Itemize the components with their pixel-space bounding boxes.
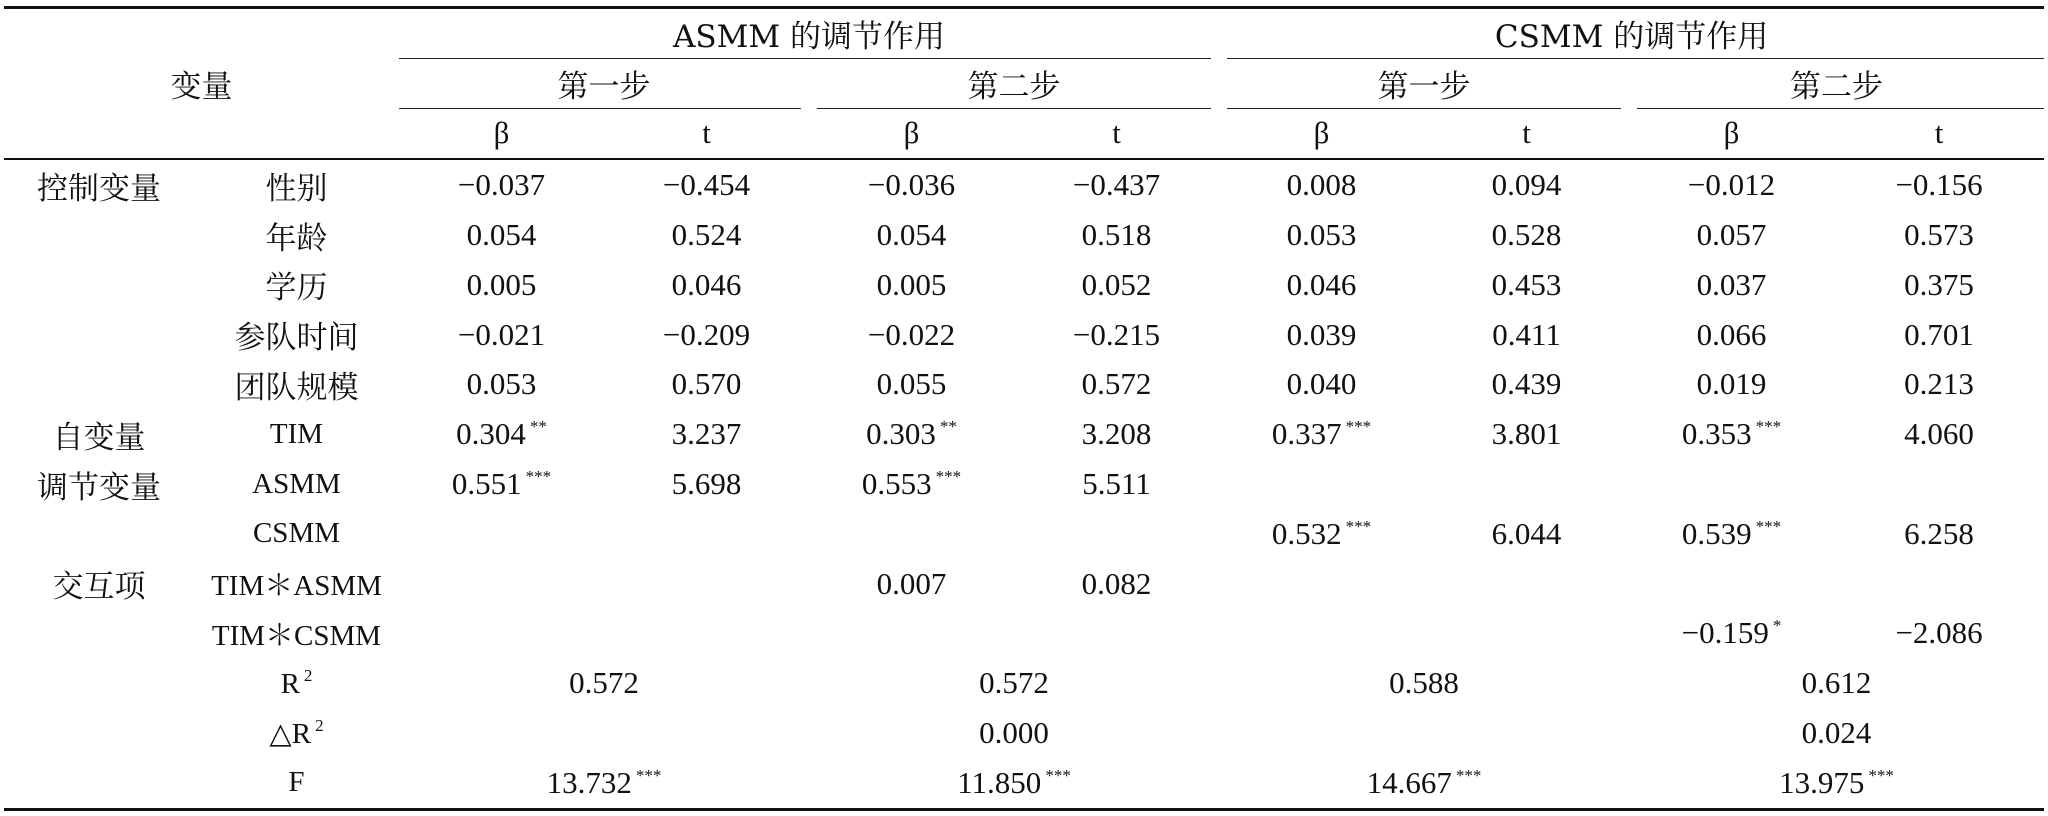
csmm-step2-t: 0.701 (1904, 316, 1974, 352)
csmm-step2-beta: 0.019 (1696, 366, 1767, 402)
category-cell (4, 609, 194, 659)
asmm-step1-beta: −0.037 (457, 167, 546, 203)
t-header: t (1834, 109, 2044, 160)
variable-cell: TIM＊ASMM (211, 570, 382, 603)
group-asmm-header: ASMM 的调节作用 (399, 8, 1219, 59)
table-row (4, 310, 2044, 360)
category-cell (4, 758, 194, 809)
asmm-step1-beta (399, 559, 604, 609)
beta-value: −0.159 (1681, 615, 1769, 651)
csmm-step2-header: 第二步 (1629, 59, 2044, 109)
variable-cell: 参队时间 (234, 320, 359, 357)
csmm-step2-beta (1629, 459, 1834, 509)
asmm-step2-t (1014, 609, 1219, 659)
beta-value: 0.551 (451, 466, 522, 502)
category-cell (4, 708, 194, 758)
table-row (4, 159, 2044, 210)
asmm-step1-t: 0.046 (671, 266, 742, 302)
asmm-step1-t (604, 609, 809, 659)
csmm-step2-delta-r2: 0.024 (1801, 715, 1872, 751)
asmm-step2-beta (809, 509, 1014, 559)
variable-cell: CSMM (252, 517, 341, 550)
asmm-step1-beta: 0.053 (466, 366, 537, 402)
regression-table (4, 6, 2044, 811)
table-row (4, 360, 2044, 410)
r2-label-text: R (280, 667, 300, 700)
csmm-step2-t: 4.060 (1904, 416, 1974, 452)
csmm-step2-beta: 0.066 (1696, 316, 1767, 352)
category-cell (4, 260, 194, 310)
asmm-step1-beta: 0.005 (466, 266, 537, 302)
significance-mark: ** (939, 417, 957, 437)
significance-mark: *** (1345, 516, 1372, 536)
category-cell (4, 658, 194, 708)
csmm-step1-t (1424, 559, 1629, 609)
variable-cell: ASMM (252, 467, 341, 500)
delta-r2-label (194, 708, 399, 758)
csmm-step2-beta: −0.012 (1687, 167, 1776, 203)
beta-header: β (809, 109, 1014, 160)
beta-value: 0.539 (1681, 515, 1752, 551)
category-cell (4, 310, 194, 360)
variable-cell: 团队规模 (234, 369, 359, 406)
t-header: t (604, 109, 809, 160)
category-cell: 控制变量 (37, 170, 161, 207)
csmm-step2-beta (1629, 609, 1834, 659)
significance-mark: *** (1755, 417, 1782, 437)
asmm-step2-beta (809, 609, 1014, 659)
table-row (4, 260, 2044, 310)
asmm-step2-beta: −0.022 (867, 316, 956, 352)
csmm-step2-beta: 0.037 (1696, 266, 1767, 302)
summary-row-f (4, 758, 2044, 809)
category-cell (4, 360, 194, 410)
category-cell: 自变量 (52, 419, 146, 456)
csmm-step1-t (1424, 459, 1629, 509)
beta-value: 0.553 (861, 466, 932, 502)
f-value: 14.667 (1366, 764, 1452, 800)
csmm-step2-t: −0.156 (1895, 167, 1983, 203)
asmm-step1-t (604, 559, 809, 609)
csmm-step1-beta: 0.053 (1286, 217, 1357, 253)
csmm-step2-t: 0.573 (1904, 217, 1974, 253)
superscript: 2 (303, 665, 313, 685)
csmm-step1-t: 0.094 (1491, 167, 1562, 203)
csmm-step1-t (1424, 609, 1629, 659)
csmm-step1-beta (1219, 509, 1424, 559)
csmm-step1-header: 第一步 (1219, 59, 1629, 109)
significance-mark: *** (935, 467, 962, 487)
csmm-step2-t: 0.213 (1904, 366, 1974, 402)
csmm-step1-beta (1219, 459, 1424, 509)
beta-value: 0.303 (866, 416, 936, 452)
beta-value: 0.353 (1681, 416, 1752, 452)
group-csmm-header: CSMM 的调节作用 (1219, 8, 2044, 59)
csmm-step1-beta: 0.008 (1286, 167, 1357, 203)
table-row (4, 609, 2044, 659)
superscript: 2 (315, 715, 324, 735)
csmm-step1-t: 0.453 (1491, 266, 1562, 302)
csmm-step2-beta (1629, 509, 1834, 559)
asmm-step2-t: −0.437 (1072, 167, 1161, 203)
header-row-groups (4, 8, 2044, 59)
csmm-step1-beta (1219, 559, 1424, 609)
csmm-step2-t (1834, 559, 2044, 609)
variable-cell: 性别 (265, 170, 328, 207)
significance-mark: *** (1455, 765, 1482, 785)
csmm-step1-beta (1219, 609, 1424, 659)
variable-cell: 年龄 (265, 220, 328, 257)
variable-cell: TIM＊CSMM (211, 619, 382, 652)
f-label: F (288, 766, 305, 799)
csmm-step1-t: 6.044 (1491, 515, 1562, 551)
csmm-step1-t: 3.801 (1491, 416, 1562, 452)
csmm-step1-delta-r2 (1219, 708, 1629, 758)
f-value: 11.850 (957, 764, 1042, 800)
asmm-step1-beta: −0.021 (457, 316, 546, 352)
table-row (4, 559, 2044, 609)
csmm-step1-beta: 0.039 (1286, 316, 1357, 352)
variable-cell: 学历 (265, 270, 328, 307)
table-row (4, 509, 2044, 559)
asmm-step1-beta: 0.054 (466, 217, 537, 253)
significance-mark: *** (635, 765, 662, 785)
asmm-step2-beta: 0.005 (876, 266, 947, 302)
category-cell (4, 509, 194, 559)
csmm-step2-t: 0.375 (1904, 266, 1974, 302)
t-header: t (1424, 109, 1629, 160)
t-header: t (1014, 109, 1219, 160)
asmm-step2-beta: −0.036 (867, 167, 956, 203)
asmm-step2-beta (809, 409, 1014, 459)
table-row (4, 210, 2044, 260)
variable-header: 变量 (4, 8, 399, 160)
beta-value: 0.532 (1271, 515, 1342, 551)
csmm-step2-f (1629, 758, 2044, 809)
category-cell: 交互项 (52, 569, 146, 606)
beta-value: 0.304 (456, 416, 526, 452)
table-row (4, 409, 2044, 459)
asmm-step1-t: −0.454 (662, 167, 751, 203)
asmm-step1-r2: 0.572 (569, 665, 639, 701)
asmm-step1-beta (399, 459, 604, 509)
significance-mark: *** (1045, 765, 1071, 785)
asmm-step2-t: 3.208 (1081, 416, 1152, 452)
summary-row-delta-r2 (4, 708, 2044, 758)
csmm-step2-t: −2.086 (1895, 615, 1983, 651)
asmm-step1-t: 0.524 (671, 217, 742, 253)
category-cell (4, 210, 194, 260)
r2-label (194, 658, 399, 708)
csmm-step1-beta: 0.046 (1286, 266, 1357, 302)
asmm-step1-t: 5.698 (671, 466, 742, 502)
asmm-step1-t: −0.209 (662, 316, 751, 352)
csmm-step2-beta (1629, 409, 1834, 459)
asmm-step2-t: 0.082 (1081, 565, 1152, 601)
variable-cell: TIM (269, 417, 324, 450)
table-body (4, 159, 2044, 809)
asmm-step2-beta: 0.054 (876, 217, 947, 253)
significance-mark: *** (525, 467, 552, 487)
asmm-step2-beta: 0.007 (876, 565, 947, 601)
asmm-step2-f (809, 758, 1219, 809)
csmm-step1-r2: 0.588 (1389, 665, 1459, 701)
asmm-step1-header: 第一步 (399, 59, 809, 109)
beta-header: β (1629, 109, 1834, 160)
significance-mark: *** (1755, 516, 1782, 536)
asmm-step2-delta-r2: 0.000 (979, 715, 1049, 751)
csmm-step1-beta (1219, 409, 1424, 459)
asmm-step2-t: −0.215 (1072, 316, 1161, 352)
asmm-step2-t: 5.511 (1082, 466, 1151, 502)
asmm-step2-t: 0.572 (1081, 366, 1152, 402)
significance-mark: *** (1868, 765, 1894, 785)
f-value: 13.732 (546, 764, 632, 800)
csmm-step1-t: 0.411 (1492, 316, 1561, 352)
csmm-step2-t (1834, 459, 2044, 509)
csmm-step2-r2: 0.612 (1801, 665, 1872, 701)
category-cell: 调节变量 (37, 469, 161, 506)
asmm-step2-t: 0.518 (1081, 217, 1152, 253)
delta-r2-label-text: △R (269, 717, 312, 750)
significance-mark: * (1772, 616, 1782, 636)
asmm-step2-t (1014, 509, 1219, 559)
asmm-step1-f (399, 758, 809, 809)
table-row (4, 459, 2044, 509)
asmm-step1-beta (399, 609, 604, 659)
csmm-step1-t: 0.528 (1491, 217, 1562, 253)
asmm-step2-r2: 0.572 (979, 665, 1049, 701)
csmm-step1-t: 0.439 (1491, 366, 1562, 402)
asmm-step2-header: 第二步 (809, 59, 1219, 109)
beta-header: β (1219, 109, 1424, 160)
csmm-step2-beta (1629, 559, 1834, 609)
asmm-step2-t: 0.052 (1081, 266, 1152, 302)
beta-header: β (399, 109, 604, 160)
csmm-step2-t: 6.258 (1904, 515, 1974, 551)
csmm-step2-beta: 0.057 (1696, 217, 1767, 253)
asmm-step1-beta (399, 509, 604, 559)
asmm-step1-t: 0.570 (671, 366, 742, 402)
asmm-step1-delta-r2 (399, 708, 809, 758)
f-value: 13.975 (1779, 764, 1865, 800)
csmm-step1-beta: 0.040 (1286, 366, 1357, 402)
summary-row-r2 (4, 658, 2044, 708)
asmm-step1-beta (399, 409, 604, 459)
asmm-step2-beta: 0.055 (876, 366, 947, 402)
asmm-step1-t: 3.237 (671, 416, 742, 452)
asmm-step2-beta (809, 459, 1014, 509)
significance-mark: *** (1345, 417, 1372, 437)
beta-value: 0.337 (1271, 416, 1342, 452)
asmm-step1-t (604, 509, 809, 559)
significance-mark: ** (529, 417, 547, 437)
csmm-step1-f (1219, 758, 1629, 809)
